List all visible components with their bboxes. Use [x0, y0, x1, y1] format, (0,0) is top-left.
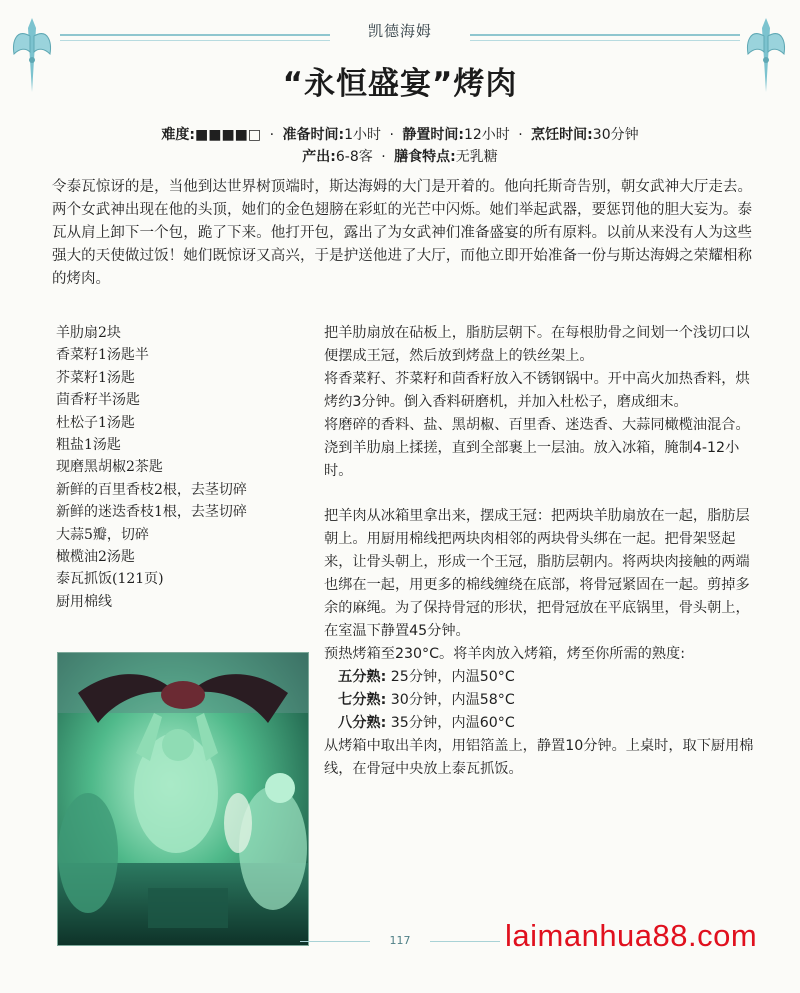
instruction-step: 将磨碎的香料、盐、黑胡椒、百里香、迷迭香、大蒜同橄榄油混合。浇到羊肋扇上揉搓，直到全部裹上一层油。放入冰箱，腌制4-12小时。 — [324, 417, 750, 479]
rest-time-value: 12小时 — [463, 127, 510, 143]
header-rule-left — [60, 34, 330, 36]
ingredient-item: 羊肋扇2块 — [56, 325, 121, 341]
recipe-meta-row-1 — [0, 124, 800, 144]
meta-separator: · — [389, 127, 394, 143]
ingredient-item: 芥菜籽1汤匙 — [56, 369, 135, 386]
page-number: 117 — [389, 934, 411, 947]
difficulty-label: 难度: — [161, 127, 195, 143]
diet-value: 无乳糖 — [455, 149, 498, 165]
ingredient-item: 茴香籽半汤匙 — [56, 392, 140, 409]
ingredient-item: 杜松子1汤匙 — [56, 414, 135, 431]
diet-label: 膳食特点: — [394, 149, 456, 165]
instruction-step: 预热烤箱至230°C。将羊肉放入烤箱，烤至你所需的熟度: — [324, 646, 685, 662]
ingredient-item: 现磨黑胡椒2茶匙 — [56, 459, 163, 476]
instruction-step: 把羊肋扇放在砧板上，脂肪层朝下。在每根肋骨之间划一个浅切口以便摆成王冠，然后放到烤盘上的铁丝架上。 — [324, 325, 750, 364]
doneness-row — [324, 689, 754, 712]
ingredient-item: 大蒜5瓣，切碎 — [56, 526, 149, 543]
meta-separator: · — [269, 127, 275, 143]
doneness-label: 八分熟: — [338, 715, 387, 731]
doneness-row — [324, 666, 754, 689]
prep-time-value: 1小时 — [344, 127, 382, 143]
ingredient-item: 粗盐1汤匙 — [56, 437, 121, 454]
ingredient-item: 泰瓦抓饭(121页) — [56, 571, 164, 588]
page-number-rule-right — [430, 941, 500, 942]
recipe-title: “永恒盛宴”烤肉 — [282, 66, 518, 102]
doneness-label: 七分熟: — [338, 692, 387, 708]
yield-value: 6-8客 — [335, 149, 373, 165]
rest-time-label: 静置时间: — [402, 127, 464, 143]
difficulty-value: ■■■■□ — [194, 127, 262, 143]
site-watermark: laimanhua88.com — [505, 918, 758, 953]
page-number-rule-left — [300, 941, 370, 942]
meta-separator: · — [381, 149, 386, 165]
instruction-step: 把羊肉从冰箱里拿出来，摆成王冠：把两块羊肋扇放在一起，脂肪层朝上。用厨用棉线把两块肉相邻的两块骨头绑在一起。把骨架竖起来，让骨头朝上，形成一个王冠，脂肪层朝内。将两块肉接触的两端也绑在一起，用更多的棉线缠绕在底部，将骨冠紧固在一起。剪掉多余的麻绳。为了保持骨冠的形状，把骨冠放在平底锅里，骨头朝上，在室温下静置45分钟。 — [324, 508, 750, 639]
doneness-row — [324, 712, 754, 735]
feast-illustration-image — [58, 653, 308, 945]
instruction-steps — [324, 322, 754, 781]
header-rule-right-thin — [470, 40, 740, 41]
doneness-value: 35分钟，内温60°C — [390, 715, 515, 731]
cook-time-label: 烹饪时间: — [531, 127, 593, 143]
instruction-step: 将香菜籽、芥菜籽和茴香籽放入不锈钢锅中。开中高火加热香料，烘烤约3分钟。倒入香料研磨机，并加入杜松子，磨成细末。 — [324, 371, 750, 410]
doneness-value: 30分钟，内温58°C — [390, 692, 515, 708]
recipe-intro-story: 令泰瓦惊讶的是，当他到达世界树顶端时，斯达海姆的大门是开着的。他向托斯奇告别，朝女武神大厅走去。两个女武神出现在他的头顶，她们的金色翅膀在彩虹的光芒中闪烁。她们举起武器，要惩罚他的胆大妄为。泰瓦从肩上卸下一个包，跪了下来。他打开包，露出了为女武神们准备盛宴的所有原料。以前从来没有人为这些强大的天使做过饭！她们既惊讶又高兴，于是护送他进了大厅，而他立即开始准备一份与斯达海姆之荣耀相称的烤肉。 — [52, 179, 752, 287]
ingredient-item: 新鲜的百里香枝2根，去茎切碎 — [56, 481, 247, 498]
header-rule-left-thin — [60, 40, 330, 41]
ingredient-item: 厨用棉线 — [56, 593, 112, 610]
doneness-label: 五分熟: — [338, 669, 387, 685]
section-name: 凯德海姆 — [367, 22, 432, 40]
recipe-meta-row-2 — [0, 146, 800, 166]
ingredient-item: 橄榄油2汤匙 — [56, 549, 135, 566]
yield-label: 产出: — [302, 149, 336, 165]
recipe-illustration — [57, 652, 309, 946]
doneness-value: 25分钟，内温50°C — [390, 669, 515, 685]
instruction-step: 从烤箱中取出羊肉，用铝箔盖上，静置10分钟。上桌时，取下厨用棉线，在骨冠中央放上泰瓦抓饭。 — [324, 738, 754, 777]
header-rule-right — [470, 34, 740, 36]
ingredient-item: 新鲜的迷迭香枝1根，去茎切碎 — [56, 504, 247, 521]
ingredient-list — [56, 322, 306, 613]
prep-time-label: 准备时间: — [282, 127, 345, 143]
cook-time-value: 30分钟 — [592, 127, 639, 143]
meta-separator: · — [518, 127, 523, 143]
ingredient-item: 香菜籽1汤匙半 — [56, 347, 149, 364]
